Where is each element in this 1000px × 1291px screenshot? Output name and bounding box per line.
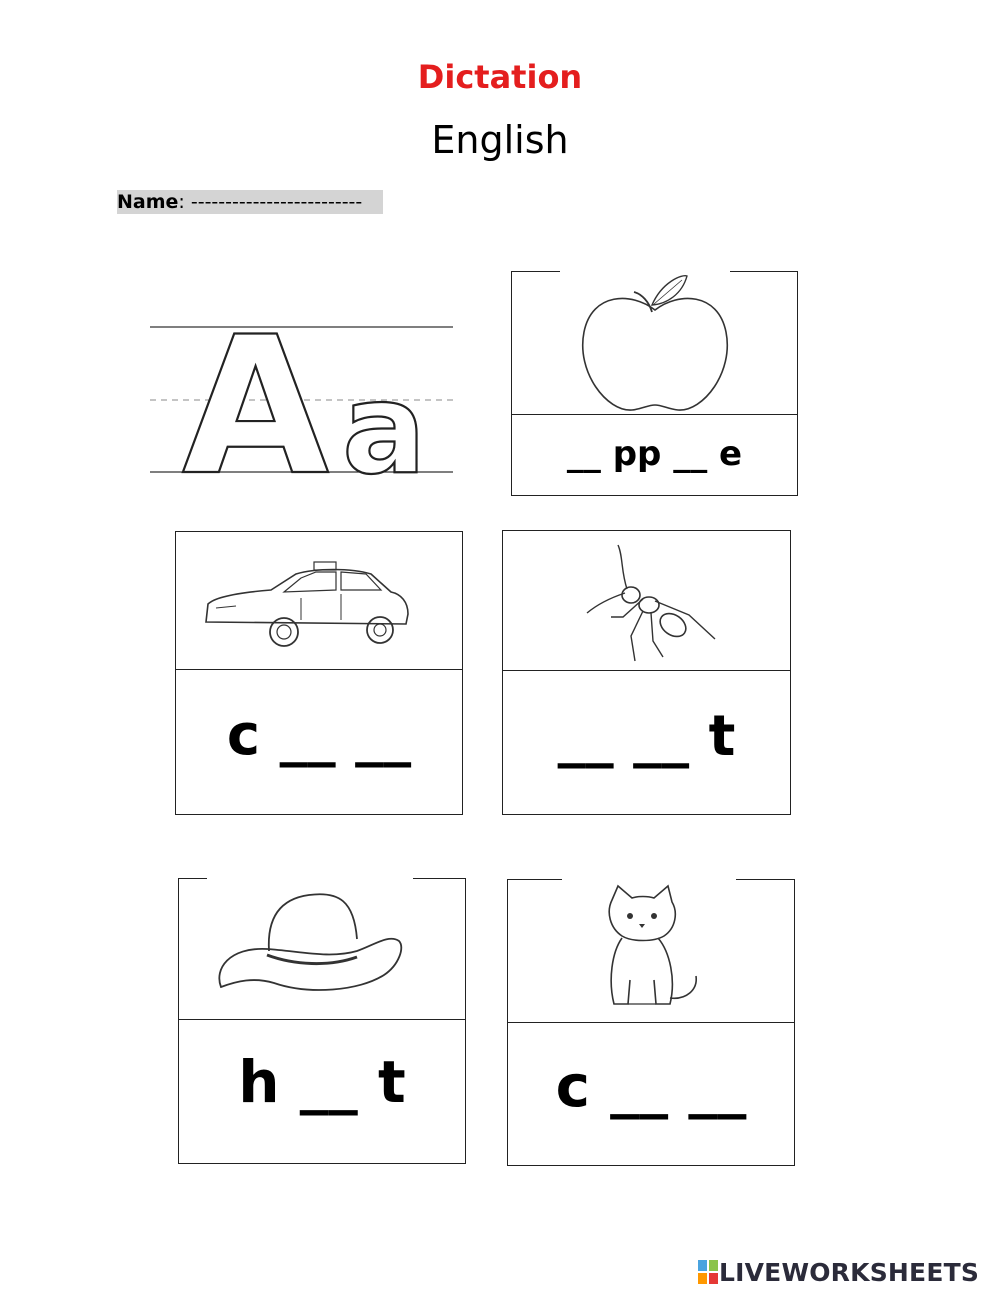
word-card-ant: [502, 530, 791, 815]
word-card-apple: [511, 271, 798, 496]
name-blank[interactable]: : -------------------------: [178, 191, 363, 213]
card-word: __ pp __ e: [566, 434, 743, 474]
word-card-hat: [178, 878, 466, 1164]
logo-blocks-icon: [697, 1259, 719, 1285]
name-label: Name: [117, 191, 179, 213]
ant-icon: [503, 531, 792, 670]
name-field[interactable]: [117, 190, 383, 214]
card-word: c __ __: [555, 1051, 747, 1120]
logo-text: LIVEWORKSHEETS: [719, 1257, 980, 1287]
page-subtitle: English: [431, 118, 569, 162]
kitten-icon: [508, 880, 796, 1022]
page-title: Dictation: [417, 58, 583, 96]
card-word: h __ t: [238, 1048, 406, 1116]
taxi-car-icon: [176, 532, 464, 669]
card-picture: [508, 880, 794, 1023]
liveworksheets-logo: [697, 1257, 979, 1287]
letter-practice: [150, 320, 453, 480]
card-picture: [179, 879, 465, 1020]
card-picture: [512, 272, 797, 415]
card-picture: [176, 532, 462, 670]
card-word: c __ __: [226, 702, 412, 768]
letter-lower: a: [342, 357, 427, 480]
letter-upper: A: [182, 320, 330, 480]
word-card-taxi: [175, 531, 463, 815]
card-word: __ __ t: [557, 703, 736, 769]
apple-icon: [512, 272, 799, 414]
word-card-kitten: [507, 879, 795, 1166]
card-picture: [503, 531, 790, 671]
cowboy-hat-icon: [179, 879, 467, 1019]
